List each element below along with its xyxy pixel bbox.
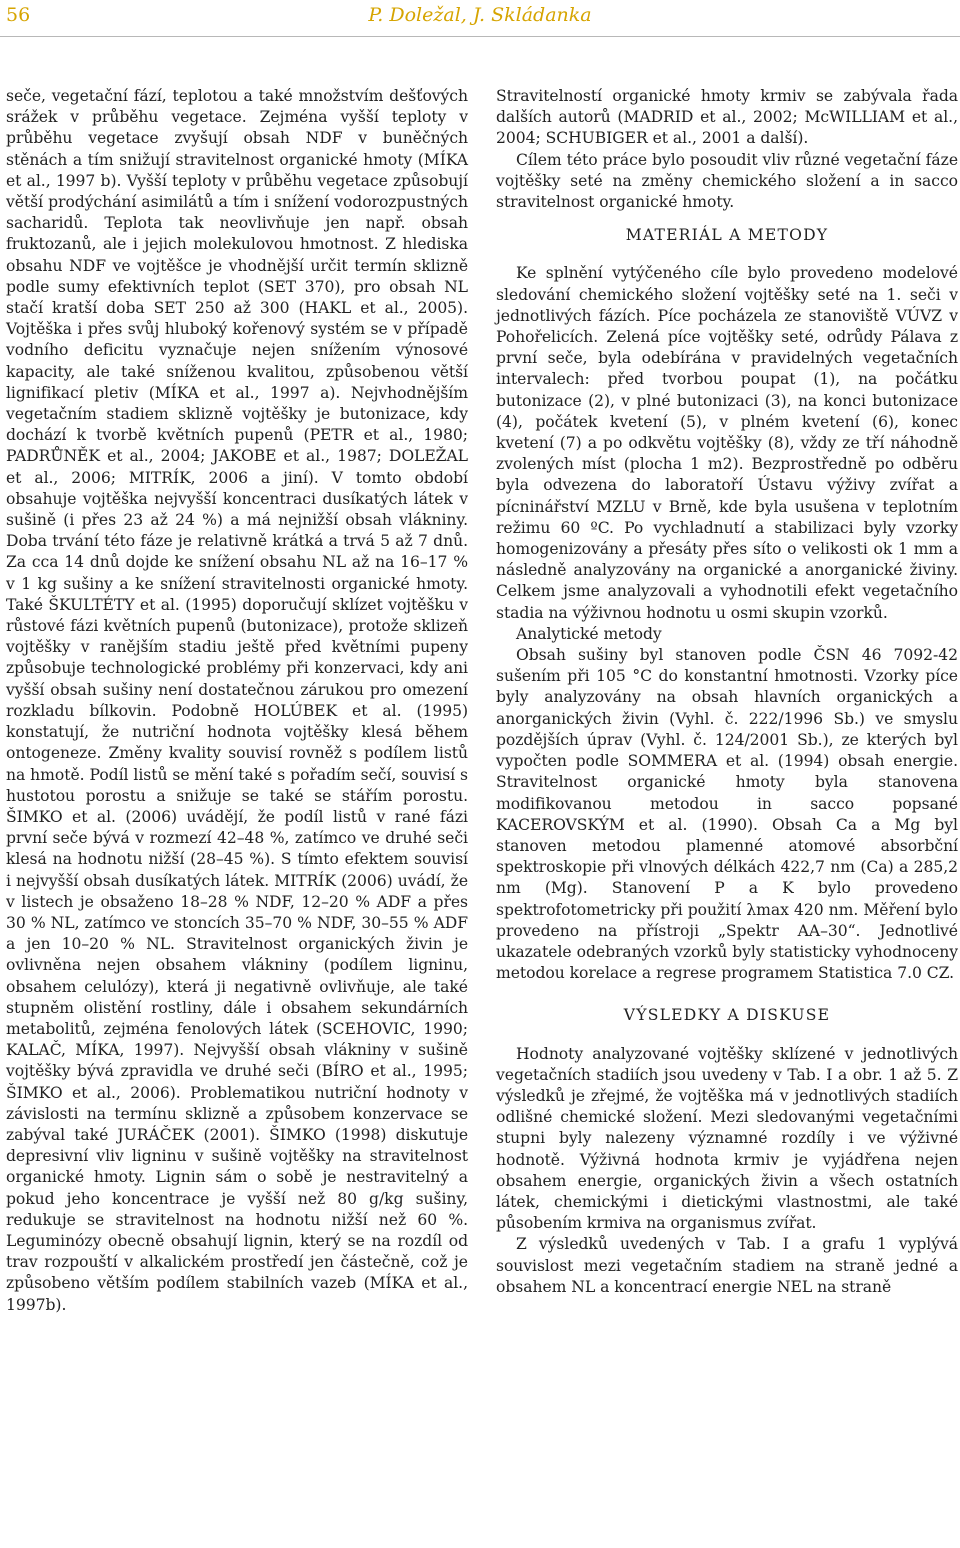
body-paragraph: Obsah sušiny byl stanoven podle ČSN 46 7092-42 sušením při 105 °C do konstantní hmotnosti. Vzorky píce byly analyzovány na obsah hlavních organických a anorganických živin (Vyhl. č. 222/1996 Sb.) ve smyslu pozdějších úprav (Vyhl. č. 124/2001 Sb.), ze kterých byl vypočten podle SOMMERA et al. (1994) obsah energie. Stravitelnost organické hmoty byla stanovena modifikovanou metodou in sacco popsané KACEROVSKÝM et al. (1990). Obsah Ca a Mg byl stanoven metodou plamenné atomové absorbční spektroskopie při vlnových délkách 422,7 nm (Ca) a 285,2 nm (Mg). Stanovení P a K bylo provedeno spektrofotometricky při použití λmax 420 nm. Měření bylo provedeno na přístroji „Spektr AA–30“. Jednotlivé ukazatele odebraných vzorků byly statisticky vyhodnoceny metodou korelace a regrese programem Statistica 7.0 CZ. xyxy=(496,646,958,983)
aim-paragraph: Cílem této práce bylo posoudit vliv různé vegetační fáze vojtěšky seté na změny chemického složení a in sacco stravitelnost organické hmoty. xyxy=(496,150,958,212)
left-column xyxy=(6,86,468,1316)
section-heading-results: VÝSLEDKY A DISKUSE xyxy=(623,1006,831,1025)
body-paragraph: Z výsledků uvedených v Tab. I a grafu 1 vyplývá souvislost mezi vegetačním stadiem na straně jedné a obsahem NL a koncentrací energie NEL na straně xyxy=(496,1235,958,1296)
running-head: P. Doležal, J. Skládanka xyxy=(368,4,592,26)
body-paragraph: Hodnoty analyzované vojtěšky sklízené v jednotlivých vegetačních stadiích jsou uvedeny v Tab. I a obr. 1 až 5. Z výsledků je zřejmé, že vojtěška má v jednotlivých stadiích odlišné chemické složení. Mezi sledovanými vegetačními stupni byly nalezeny významné rozdíly i ve výživné hodnotě. Výživná hodnota krmiv je vyjádřena nejen obsahem energie, organických živin a všech ostatních látek, chemickými i dietickými vlastnostmi, ale také působením krmiva na organismus zvířat. xyxy=(496,1044,958,1233)
page-number: 56 xyxy=(6,4,31,26)
subheading-analytical-methods: Analytické metody xyxy=(516,624,662,643)
page-header xyxy=(0,0,960,36)
right-column xyxy=(496,86,958,1298)
body-paragraph: sečе, vegetační fází, teplotou a také množstvím dešťových srážek v průběhu vegetace. Zejména vyšší teploty v průběhu vegetace zvyšují obsah NDF v buněčných stěnách a tím snižují stravitelnost organické hmoty (MÍKA et al., 1997 b). Vyšší teploty v průběhu vegetace způsobují větší prodýchání asimilátů a tím i snížení vodorozpustných sacharidů. Teplota tak neovlivňuje jen např. obsah fruktozanů, ale i jejich molekulovou hmotnost. Z hlediska obsahu NDF ve vojtěšce je vhodnější určit termín sklizně podle sumy efektivních teplot (SET 370), pro obsah NL stačí kratší doba SET 250 až 300 (HAKL et al., 2005). Vojtěška i přes svůj hluboký kořenový systém se v případě vodního deficitu vyznačuje nejen snížením výnosové kapacity, ale také sníženou kvalitou, způsobenou větší lignifikací pletiv (MÍKA et al., 1997 a). Nejvhodnějším vegetačním stadiem sklizně vojtěšky je butonizace, kdy dochází k tvorbě květních pupenů (PETR et al., 1980; PADRŮNĚK et al., 2004; JAKOBE et al., 1987; DOLEŽAL et al., 2006; MITRÍK, 2006 a jiní). V tomto období obsahuje vojtěška nejvyšší koncentraci dusíkatých látek v sušině (i přes 23 až 24 %) a má nejnižší obsah vlákniny. Doba trvání této fáze je relativně krátká a trvá 5 až 7 dnů. Za cca 14 dnů dojde ke snížení obsahu NL až na 16–17 % v 1 kg sušiny a ke snížení stravitelnosti organické hmoty. Také ŠKULTÉTY et al. (1995) doporučují sklízet vojtěšku v růstové fázi květních pupenů (butonizace), protože sklizeň vojtěšky v ranějším stadiu ještě před květními pupeny způsobuje technologické problémy při konzervaci, kdy ani vyšší obsah sušiny není dostatečnou zárukou pro omezení rozkladu bílkovin. Podobně HOLÚBEK et al. (1995) konstatují, že nutriční hodnota vojtěšky klesá během ontogeneze. Změny kvality souvisí rovněž s podílem listů na hmotě. Podíl listů se mění také s pořadím sečí, souvisí s hustotou porostu a snižuje se také se stářím porostu. ŠIMKO et al. (2006) uvádějí, že podíl listů v rané fázi první seče bývá v rozmezí 42–48 %, zatímco ve druhé seči klesá na hodnotu nižší (28–45 %). S tímto efektem souvisí i nejvyšší obsah dusíkatých látek. MITRÍK (2006) uvádí, že v listech je obsaženo 18–28 % NDF, 12–20 % ADF a přes 30 % NL, zatímco ve stoncích 35–70 % NDF, 30–55 % ADF a jen 10–20 % NL. Stravitelnost organických živin je ovlivněna nejen obsahem vlákniny (podílem ligninu, obsahem celulózy), která ji negativně ovlivňuje, ale také stupněm olistění rostliny, dále i obsahem sekundárních metabolitů, zejména fenolových látek (SCEHOVIC, 1990; KALAČ, MÍKA, 1997). Nejvyšší obsah vlákniny v sušině vojtěšky bývá zpravidla ve druhé seči (BÍRO et al., 1995; ŠIMKO et al., 2006). Problematikou nutriční hodnoty v závislosti na termínu sklizně a způsobem konzervace se zabýval také JURÁČEK (2001). ŠIMKO (1998) diskutuje depresivní vliv ligninu v sušině vojtěšky na stravitelnost organické hmoty. Lignin sám o sobě je nestravitelný a pokud jeho koncentrace je vyšší než 80 g/kg sušiny, redukuje se stravitelnost na hodnotu nižší než 60 %. Leguminózy obecně obsahují lignin, který se na rozdíl od trav rozpouští v alkalickém prostředí jen částečně, což je způsobeno větším podílem stabilních vazeb (MÍKA et al., 1997b). xyxy=(6,87,468,1314)
body-paragraph: Ke splnění vytýčeného cíle bylo provedeno modelové sledování chemického složení vojtěšky seté na 1. seči v jednotlivých fázích. Píce pocházela ze stanoviště VÚVZ v Pohořelicích. Zelená píce vojtěšky seté, odrůdy Pálava z první seče, byla odebírána v pravidelných vegetačních intervalech: před tvorbou poupat (1), na počátku butonizace (2), v plné butonizaci (3), na konci butonizace (4), počátek kvetení (5), v plném kvetení (6), konec kvetení (7) a po odkvětu vojtěšky (8), vždy ze tří náhodně zvolených míst (plocha 1 m2). Bezprostředně po odběru byla odvezena do laboratoří Ústavu výživy zvířat a pícninářství MZLU v Brně, kde byla usušena v teplotním režimu 60 ºC. Po vychladnutí a stabilizaci byly vzorky homogenizovány a přesáty přes síto o velikosti ok 1 mm a následně analyzovány na organické a anorganické živiny. Celkem jsme analyzovali a vyhodnotili efekt vegetačního stadia na výživnou hodnotu u osmi skupin vzorků. xyxy=(496,264,958,622)
body-paragraph: Stravitelností organické hmoty krmiv se zabývala řada dalších autorů (MADRID et al., 2002; McWILLIAM et al., 2004; SCHUBIGER et al., 2001 a další). xyxy=(496,87,958,148)
header-rule xyxy=(0,36,960,37)
section-heading-methods: MATERIÁL A METODY xyxy=(625,226,829,245)
